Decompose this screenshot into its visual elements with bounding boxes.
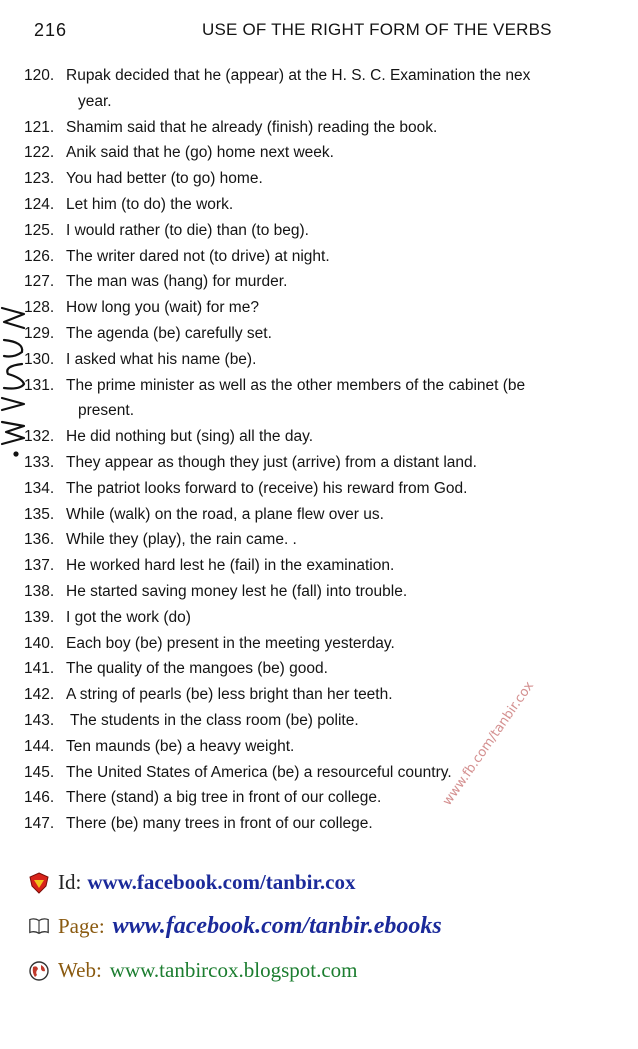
exercise-item <box>24 140 638 166</box>
exercise-item <box>24 115 638 141</box>
item-number: 131. <box>24 376 55 394</box>
item-number: 139. <box>24 608 55 626</box>
item-number: 124. <box>24 195 55 213</box>
item-text: Ten maunds (be) a heavy weight. <box>66 737 295 755</box>
item-number: 120. <box>24 67 55 84</box>
item-number: 130. <box>24 350 55 368</box>
exercise-item <box>24 63 638 115</box>
exercise-item <box>24 631 638 657</box>
item-text: You had better (to go) home. <box>66 170 263 188</box>
item-number: 121. <box>24 118 55 136</box>
exercise-item <box>24 502 638 528</box>
item-text: The students in the class room (be) polite. <box>66 711 359 729</box>
item-text: I would rather (to die) than (to beg). <box>66 221 309 239</box>
item-text: Anik said that he (go) home next week. <box>66 144 334 162</box>
exercise-item <box>24 450 638 476</box>
web-label: Web: <box>58 958 102 982</box>
item-text: I asked what his name (be). <box>66 350 257 368</box>
exercise-item <box>24 424 638 450</box>
footer-page-line <box>28 913 442 940</box>
item-number: 145. <box>24 763 55 781</box>
item-number: 136. <box>24 531 55 549</box>
item-number: 138. <box>24 582 55 600</box>
item-number: 140. <box>24 634 55 652</box>
item-text: They appear as though they just (arrive) from a distant land. <box>66 453 477 471</box>
item-continuation: present. <box>78 402 135 420</box>
facebook-id-link[interactable]: www.facebook.com/tanbir.cox <box>87 870 356 894</box>
item-number: 142. <box>24 686 55 704</box>
exercise-item <box>24 579 638 605</box>
item-text: There (stand) a big tree in front of our college. <box>66 789 382 807</box>
exercise-item <box>24 785 638 811</box>
item-number: 141. <box>24 660 55 678</box>
page-label: Page: <box>58 914 105 938</box>
item-text: Rupak decided that he (appear) at the H. S. C. Examination the nex <box>66 67 531 84</box>
exercise-item <box>24 656 638 682</box>
item-number: 129. <box>24 324 55 342</box>
page-number: 216 <box>34 20 68 40</box>
handwritten-signature <box>0 300 34 460</box>
item-text: A string of pearls (be) less bright than her teeth. <box>66 686 393 704</box>
exercise-item <box>24 218 638 244</box>
item-number: 144. <box>24 737 55 755</box>
item-text: He worked hard lest he (fail) in the examination. <box>66 557 395 575</box>
facebook-page-link[interactable]: www.facebook.com/tanbir.ebooks <box>112 913 442 939</box>
exercise-item <box>24 321 638 347</box>
exercise-item <box>24 682 638 708</box>
exercise-item <box>24 553 638 579</box>
item-text: I got the work (do) <box>66 608 191 626</box>
exercise-item <box>24 166 638 192</box>
open-book-icon <box>28 916 50 938</box>
item-number: 125. <box>24 221 55 239</box>
footer-id-line <box>28 870 355 895</box>
item-number: 135. <box>24 505 55 523</box>
exercise-item <box>24 192 638 218</box>
item-text: The man was (hang) for murder. <box>66 273 288 291</box>
item-text: There (be) many trees in front of our college. <box>66 815 373 833</box>
exercise-item <box>24 527 638 553</box>
item-number: 146. <box>24 789 55 807</box>
item-text: The agenda (be) carefully set. <box>66 324 272 342</box>
item-number: 137. <box>24 557 55 575</box>
item-text: The United States of America (be) a resourceful country. <box>66 763 452 781</box>
item-text: The writer dared not (to drive) at night. <box>66 247 330 265</box>
item-text: Shamim said that he already (finish) reading the book. <box>66 118 438 136</box>
item-number: 128. <box>24 299 55 317</box>
item-text: Let him (to do) the work. <box>66 195 234 213</box>
exercise-item <box>24 760 638 786</box>
exercise-item <box>24 605 638 631</box>
item-number: 134. <box>24 479 55 497</box>
globe-icon <box>28 960 50 982</box>
exercise-item <box>24 295 638 321</box>
item-number: 122. <box>24 144 55 162</box>
item-text: He started saving money lest he (fall) into trouble. <box>66 582 408 600</box>
item-number: 127. <box>24 273 55 291</box>
exercise-item <box>24 269 638 295</box>
item-text: The patriot looks forward to (receive) his reward from God. <box>66 479 468 497</box>
item-text: While (walk) on the road, a plane flew over us. <box>66 505 384 523</box>
exercise-list <box>24 63 638 837</box>
page-header <box>34 20 594 46</box>
item-number: 147. <box>24 815 55 833</box>
watermark-text: www.fb.com/tanbir.cox <box>440 678 538 809</box>
item-number: 132. <box>24 428 55 446</box>
item-number: 126. <box>24 247 55 265</box>
exercise-item <box>24 708 638 734</box>
item-continuation: year. <box>78 92 112 110</box>
footer-web-line <box>28 958 357 983</box>
item-text: The prime minister as well as the other members of the cabinet (be <box>66 376 526 394</box>
item-text: Each boy (be) present in the meeting yesterday. <box>66 634 395 652</box>
item-text: While they (play), the rain came. . <box>66 531 297 549</box>
blog-link[interactable]: www.tanbircox.blogspot.com <box>109 958 358 982</box>
exercise-item <box>24 373 638 425</box>
item-text: How long you (wait) for me? <box>66 299 259 317</box>
exercise-item <box>24 476 638 502</box>
running-title: USE OF THE RIGHT FORM OF THE VERBS <box>202 20 552 39</box>
item-text: The quality of the mangoes (be) good. <box>66 660 328 678</box>
exercise-item <box>24 811 638 837</box>
shield-logo-icon <box>28 872 50 894</box>
item-number: 133. <box>24 453 55 471</box>
exercise-item <box>24 734 638 760</box>
item-number: 143. <box>24 711 55 729</box>
exercise-item <box>24 347 638 373</box>
item-number: 123. <box>24 170 55 188</box>
exercise-item <box>24 244 638 270</box>
item-text: He did nothing but (sing) all the day. <box>66 428 314 446</box>
id-label: Id: <box>58 870 82 894</box>
